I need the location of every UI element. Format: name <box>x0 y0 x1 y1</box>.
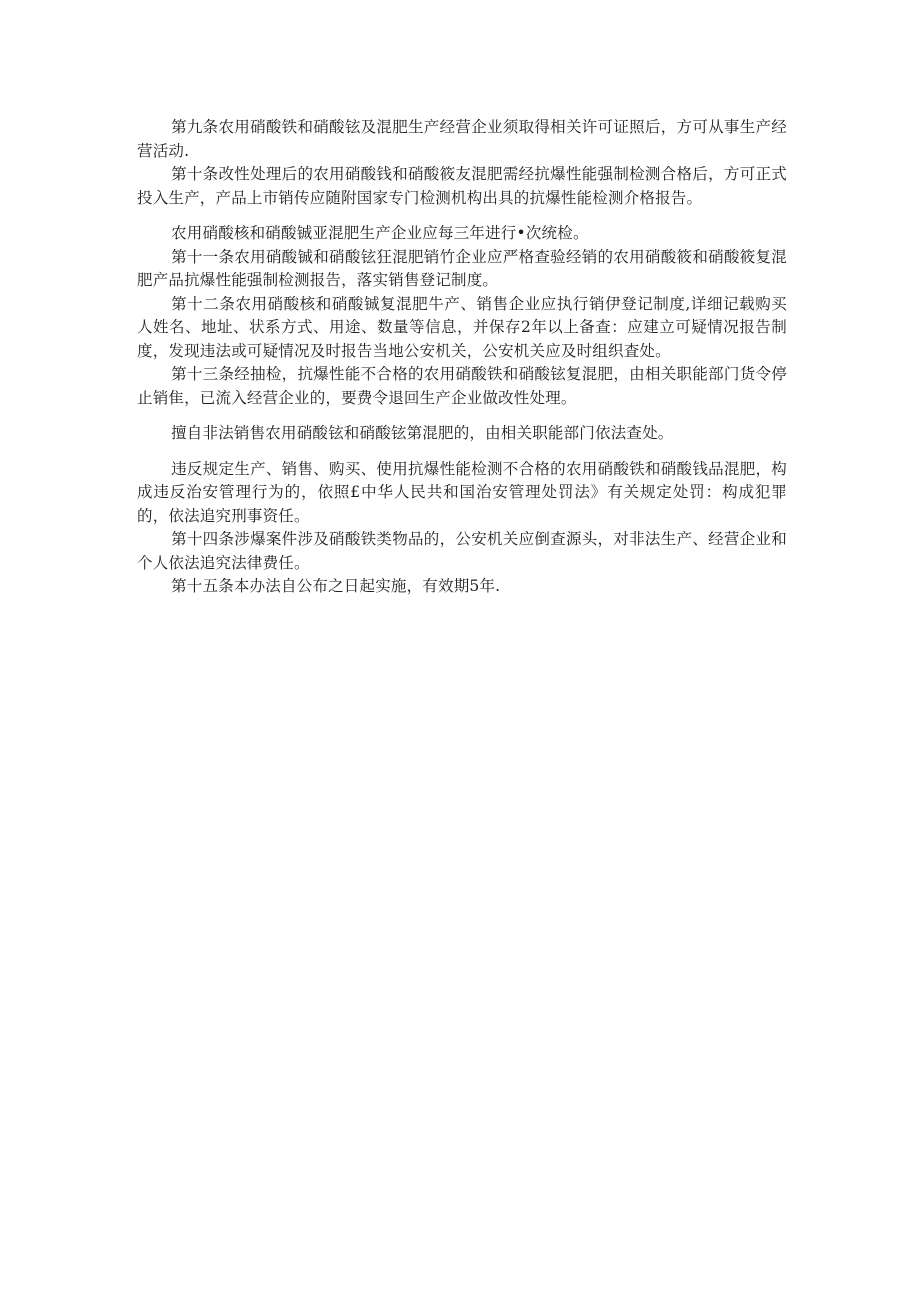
paragraph-inspection: 农用硝酸核和硝酸铖亚混肥生产企业应每三年进行•次统检。 <box>171 224 589 242</box>
paragraph-article-12: 第十二条农用硝酸核和硝酸铖复混肥牛产、销售企业应执行销伊登记制度,详细记载购买人姓名、地址、状系方式、用途、数量等信息，并保存2年以上备查：应建立可疑情况报告制度，发现违法或可疑情况及时报告当地公安机关，公安机关应及时组织査处。 <box>137 294 787 360</box>
document-body <box>137 116 787 599</box>
paragraph-article-13: 第十三条经抽检，抗爆性能不合格的农用硝酸铁和硝酸铉复混肥，由相关职能部门货令停止销隹，已流入经营企业的，要费令退回生产企业做改性处理。 <box>137 365 787 407</box>
paragraph-article-14: 第十四条涉爆案件涉及硝酸铁类物品的，公安机关应倒查源头，对非法生产、经营企业和个人依法追究法律费任。 <box>137 530 787 572</box>
paragraph-article-9: 第九条农用硝酸铁和硝酸铉及混肥生产经营企业须取得相关许可证照后，方可从事生产经营活动. <box>137 118 787 160</box>
paragraph-illegal-sales: 擅自非法销售农用硝酸铉和硝酸铉第混肥的，由相关职能部门依法查处。 <box>171 424 674 442</box>
paragraph-article-10: 第十条改性处理后的农用硝酸钱和硝酸筱友混肥需经抗爆性能强制检测合格后，方可正式投入生产，产品上市销传应随附国家专门检测机构出具的抗爆性能检测介格报告。 <box>137 165 787 207</box>
paragraph-article-11: 第十一条农用硝酸铖和硝酸铉狂混肥销竹企业应严格查验经销的农用硝酸筱和硝酸筱复混肥产品抗爆性能强制检测报告，落实销售登记制度。 <box>137 247 787 289</box>
paragraph-article-15: 第十五条本办法自公布之日起实施，有效期5年. <box>171 577 501 595</box>
paragraph-penalty: 违反规定生产、销售、购买、使用抗爆性能检测不合格的农用硝酸铁和硝酸钱品混肥，构成违反治安管理行为的，依照£中华人民共和国治安管理处罚法》有关规定处罚：构成犯罪的，依法追究刑事资任。 <box>137 459 787 525</box>
